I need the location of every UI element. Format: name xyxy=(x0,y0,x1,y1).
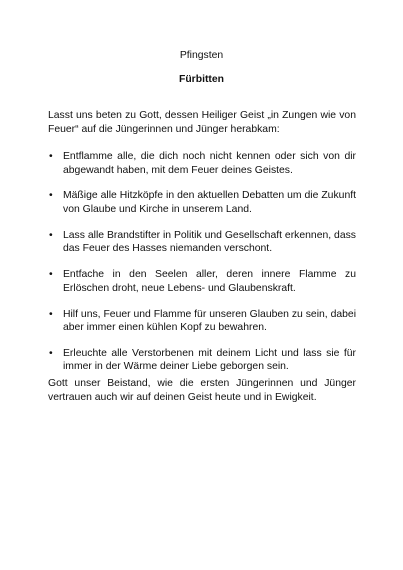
bullet-icon: • xyxy=(49,347,53,359)
bullet-icon: • xyxy=(49,151,53,162)
petition-text: Mäßige alle Hitzköpfe in den aktuellen Debatten um die Zukunft von Glaube und Kirche in unserem Land. xyxy=(63,190,356,215)
petition-list xyxy=(48,150,356,386)
petition-text: Lass alle Brandstifter in Politik und Gesellschaft erkennen, dass das Feuer des Hasses niemanden verschont. xyxy=(63,229,356,255)
petition-item xyxy=(48,347,356,374)
petition-text: Hilf uns, Feuer und Flamme für unseren Glauben zu sein, dabei aber immer einen kühlen Kopf zu bewahren. xyxy=(63,308,356,334)
document-occasion: Pfingsten xyxy=(179,50,224,61)
document-title: Fürbitten xyxy=(178,74,225,85)
bullet-icon: • xyxy=(49,308,53,320)
petition-text: Entflamme alle, die dich noch nicht kennen oder sich von dir abgewandt haben, mit dem Feuer deines Geistes. xyxy=(63,151,356,176)
petition-item xyxy=(48,268,356,295)
intro-paragraph: Lasst uns beten zu Gott, dessen Heiliger Geist „in Zungen wie von Feuer“ auf die Jüngerinnen und Jünger herabkam: xyxy=(48,110,356,135)
petition-item xyxy=(48,308,356,335)
bullet-icon: • xyxy=(49,229,53,241)
petition-item xyxy=(48,229,356,256)
petition-item xyxy=(48,150,356,177)
closing-paragraph: Gott unser Beistand, wie die ersten Jüngerinnen und Jünger vertrauen auch wir auf deinen Geist heute und in Ewigkeit. xyxy=(48,378,356,403)
petition-text: Entfache in den Seelen aller, deren innere Flamme zu Erlöschen droht, neue Lebens- und Glaubenskraft. xyxy=(63,269,356,294)
bullet-icon: • xyxy=(49,190,53,202)
petition-text: Erleuchte alle Verstorbenen mit deinem Licht und lass sie für immer in der Wärme deiner Liebe geborgen sein. xyxy=(63,347,356,373)
bullet-icon: • xyxy=(49,269,53,281)
petition-item xyxy=(48,189,356,216)
